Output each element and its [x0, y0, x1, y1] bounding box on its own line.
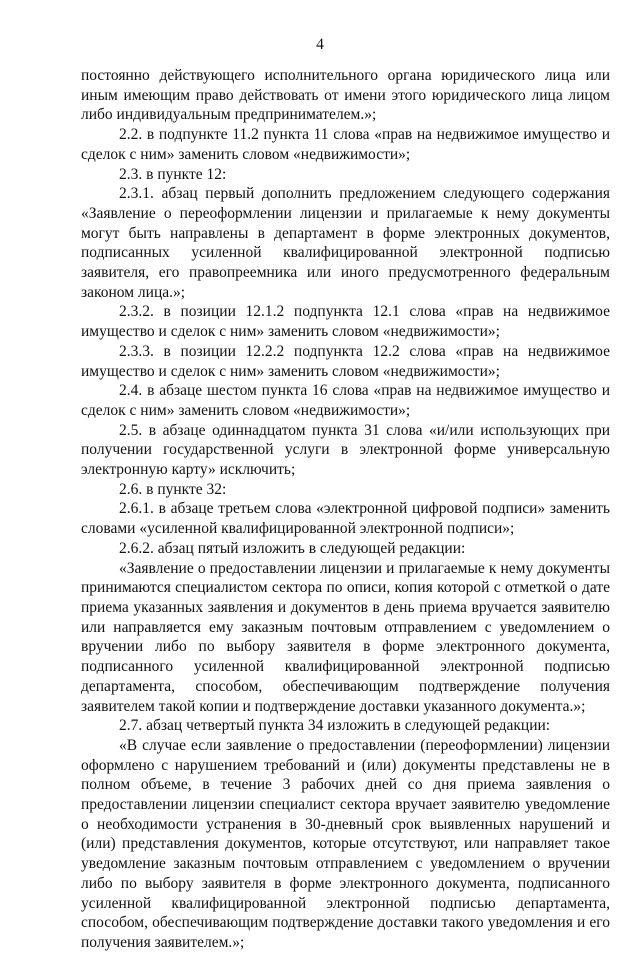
paragraph-2-5: 2.5. в абзаце одиннадцатом пункта 31 слова «и/или использующих при получении государственной услуги в электронной форме универсальную электронную карту» исключить; — [81, 421, 610, 479]
quoted-paragraph-notification: «В случае если заявление о предоставлении (переоформлении) лицензии оформлено с нарушением требований и (или) документы представлены не в полном объеме, в течение 3 рабочих дней со дня приема заявления о предоставлении лицензии специалист сектора вручает заявителю уведомление о необходимости устранения в 30-дневный срок выявленных нарушений и (или) представления документов, которые отсутствуют, или направляет такое уведомление заказным почтовым отправлением с уведомлением о вручении либо по выбору заявителя в форме электронного документа, подписанного усиленной квалифицированной электронной подписью департамента, способом, обеспечивающим подтверждение доставки такого уведомления и его получения заявителем.»; — [81, 736, 610, 951]
paragraph-2-3-3: 2.3.3. в позиции 12.2.2 подпункта 12.2 слова «прав на недвижимое имущество и сделок с ним» заменить словом «недвижимости»; — [81, 342, 610, 380]
paragraph-2-3-1: 2.3.1. абзац первый дополнить предложением следующего содержания «Заявление о переоформлении лицензии и прилагаемые к нему документы могут быть направлены в департамент в форме электронных документов, подписанных усиленной квалифицированной электронной подписью заявителя, его правопреемника или иного предусмотренного федеральным законом лица.»; — [81, 185, 610, 301]
paragraph-2-6: 2.6. в пункте 32: — [119, 480, 227, 498]
document-body — [81, 66, 610, 953]
paragraph-2-7: 2.7. абзац четвертый пункта 34 изложить в следующей редакции: — [119, 717, 551, 735]
paragraph-2-4: 2.4. в абзаце шестом пункта 16 слова «прав на недвижимое имущество и сделок с ним» заменить словом «недвижимости»; — [81, 382, 610, 419]
paragraph-2-2: 2.2. в подпункте 11.2 пункта 11 слова «прав на недвижимое имущество и сделок с ним» заменить словом «недвижимости»; — [81, 126, 610, 163]
page-number: 4 — [316, 36, 324, 53]
paragraph-2-3: 2.3. в пункте 12: — [119, 165, 227, 183]
quoted-paragraph-application: «Заявление о предоставлении лицензии и прилагаемые к нему документы принимаются специалистом сектора по описи, копия которой с отметкой о дате приема указанных заявления и документов в день приема вручается заявителю или направляется ему заказным почтовым отправлением с уведомлением о вручении либо по выбору заявителя в форме электронного документа, подписанного усиленной квалифицированной электронной подписью департамента, способом, обеспечивающим подтверждение получения заявителем такой копии и подтверждение доставки указанного документа.»; — [81, 559, 610, 715]
paragraph-2-3-2: 2.3.2. в позиции 12.1.2 подпункта 12.1 слова «прав на недвижимое имущество и сделок с ним» заменить словом «недвижимости»; — [81, 303, 610, 341]
paragraph-continuation: постоянно действующего исполнительного органа юридического лица или иным имеющим право действовать от имени этого юридического лица лицом либо индивидуальным предпринимателем.»; — [81, 67, 610, 124]
paragraph-2-6-1: 2.6.1. в абзаце третьем слова «электронной цифровой подписи» заменить словами «усиленной квалифицированной электронной подписи»; — [81, 500, 610, 538]
paragraph-2-6-2: 2.6.2. абзац пятый изложить в следующей редакции: — [119, 539, 466, 557]
